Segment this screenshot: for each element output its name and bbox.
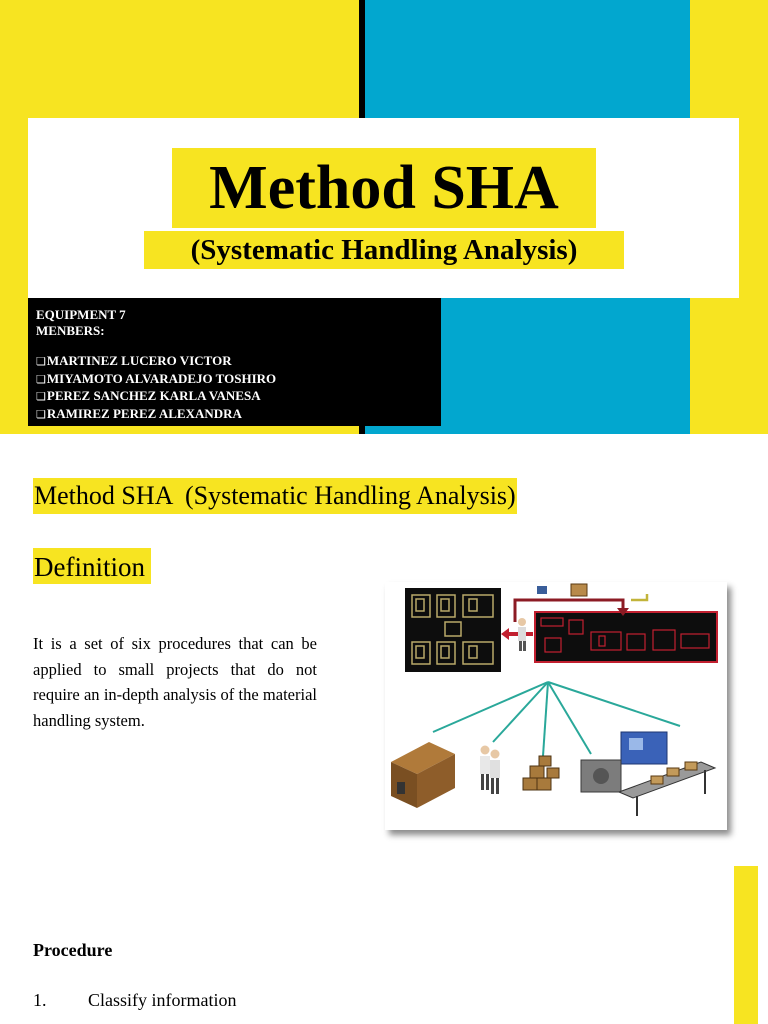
illustration — [385, 582, 727, 830]
equipment-label: EQUIPMENT 7 — [36, 307, 126, 322]
procedure-step — [33, 990, 236, 1011]
accent-bar — [734, 866, 758, 1024]
member-item: ❏ PEREZ SANCHEZ KARLA VANESA — [36, 388, 441, 406]
team-box — [28, 298, 441, 426]
definition-text: It is a set of six procedures that can be applied to small projects that do not require an in-depth analysis of the material handling system. — [33, 634, 317, 730]
step-number: 1. — [33, 990, 47, 1010]
page-title: Method SHA — [172, 148, 596, 228]
member-item: ❏ MARTINEZ LUCERO VICTOR — [36, 353, 441, 371]
definition-title: Definition — [33, 548, 151, 584]
member-item: ❏ RAMIREZ PEREZ ALEXANDRA — [36, 406, 441, 424]
step-text: Classify information — [88, 990, 237, 1010]
procedure-title: Procedure — [33, 940, 113, 960]
material-handling-layout-illustration — [385, 582, 727, 830]
section-heading: Method SHA (Systematic Handling Analysis) — [33, 478, 517, 514]
members-label: MENBERS: — [36, 322, 105, 338]
member-item: ❏ MIYAMOTO ALVARADEJO TOSHIRO — [36, 371, 441, 389]
page-subtitle: (Systematic Handling Analysis) — [144, 231, 624, 269]
